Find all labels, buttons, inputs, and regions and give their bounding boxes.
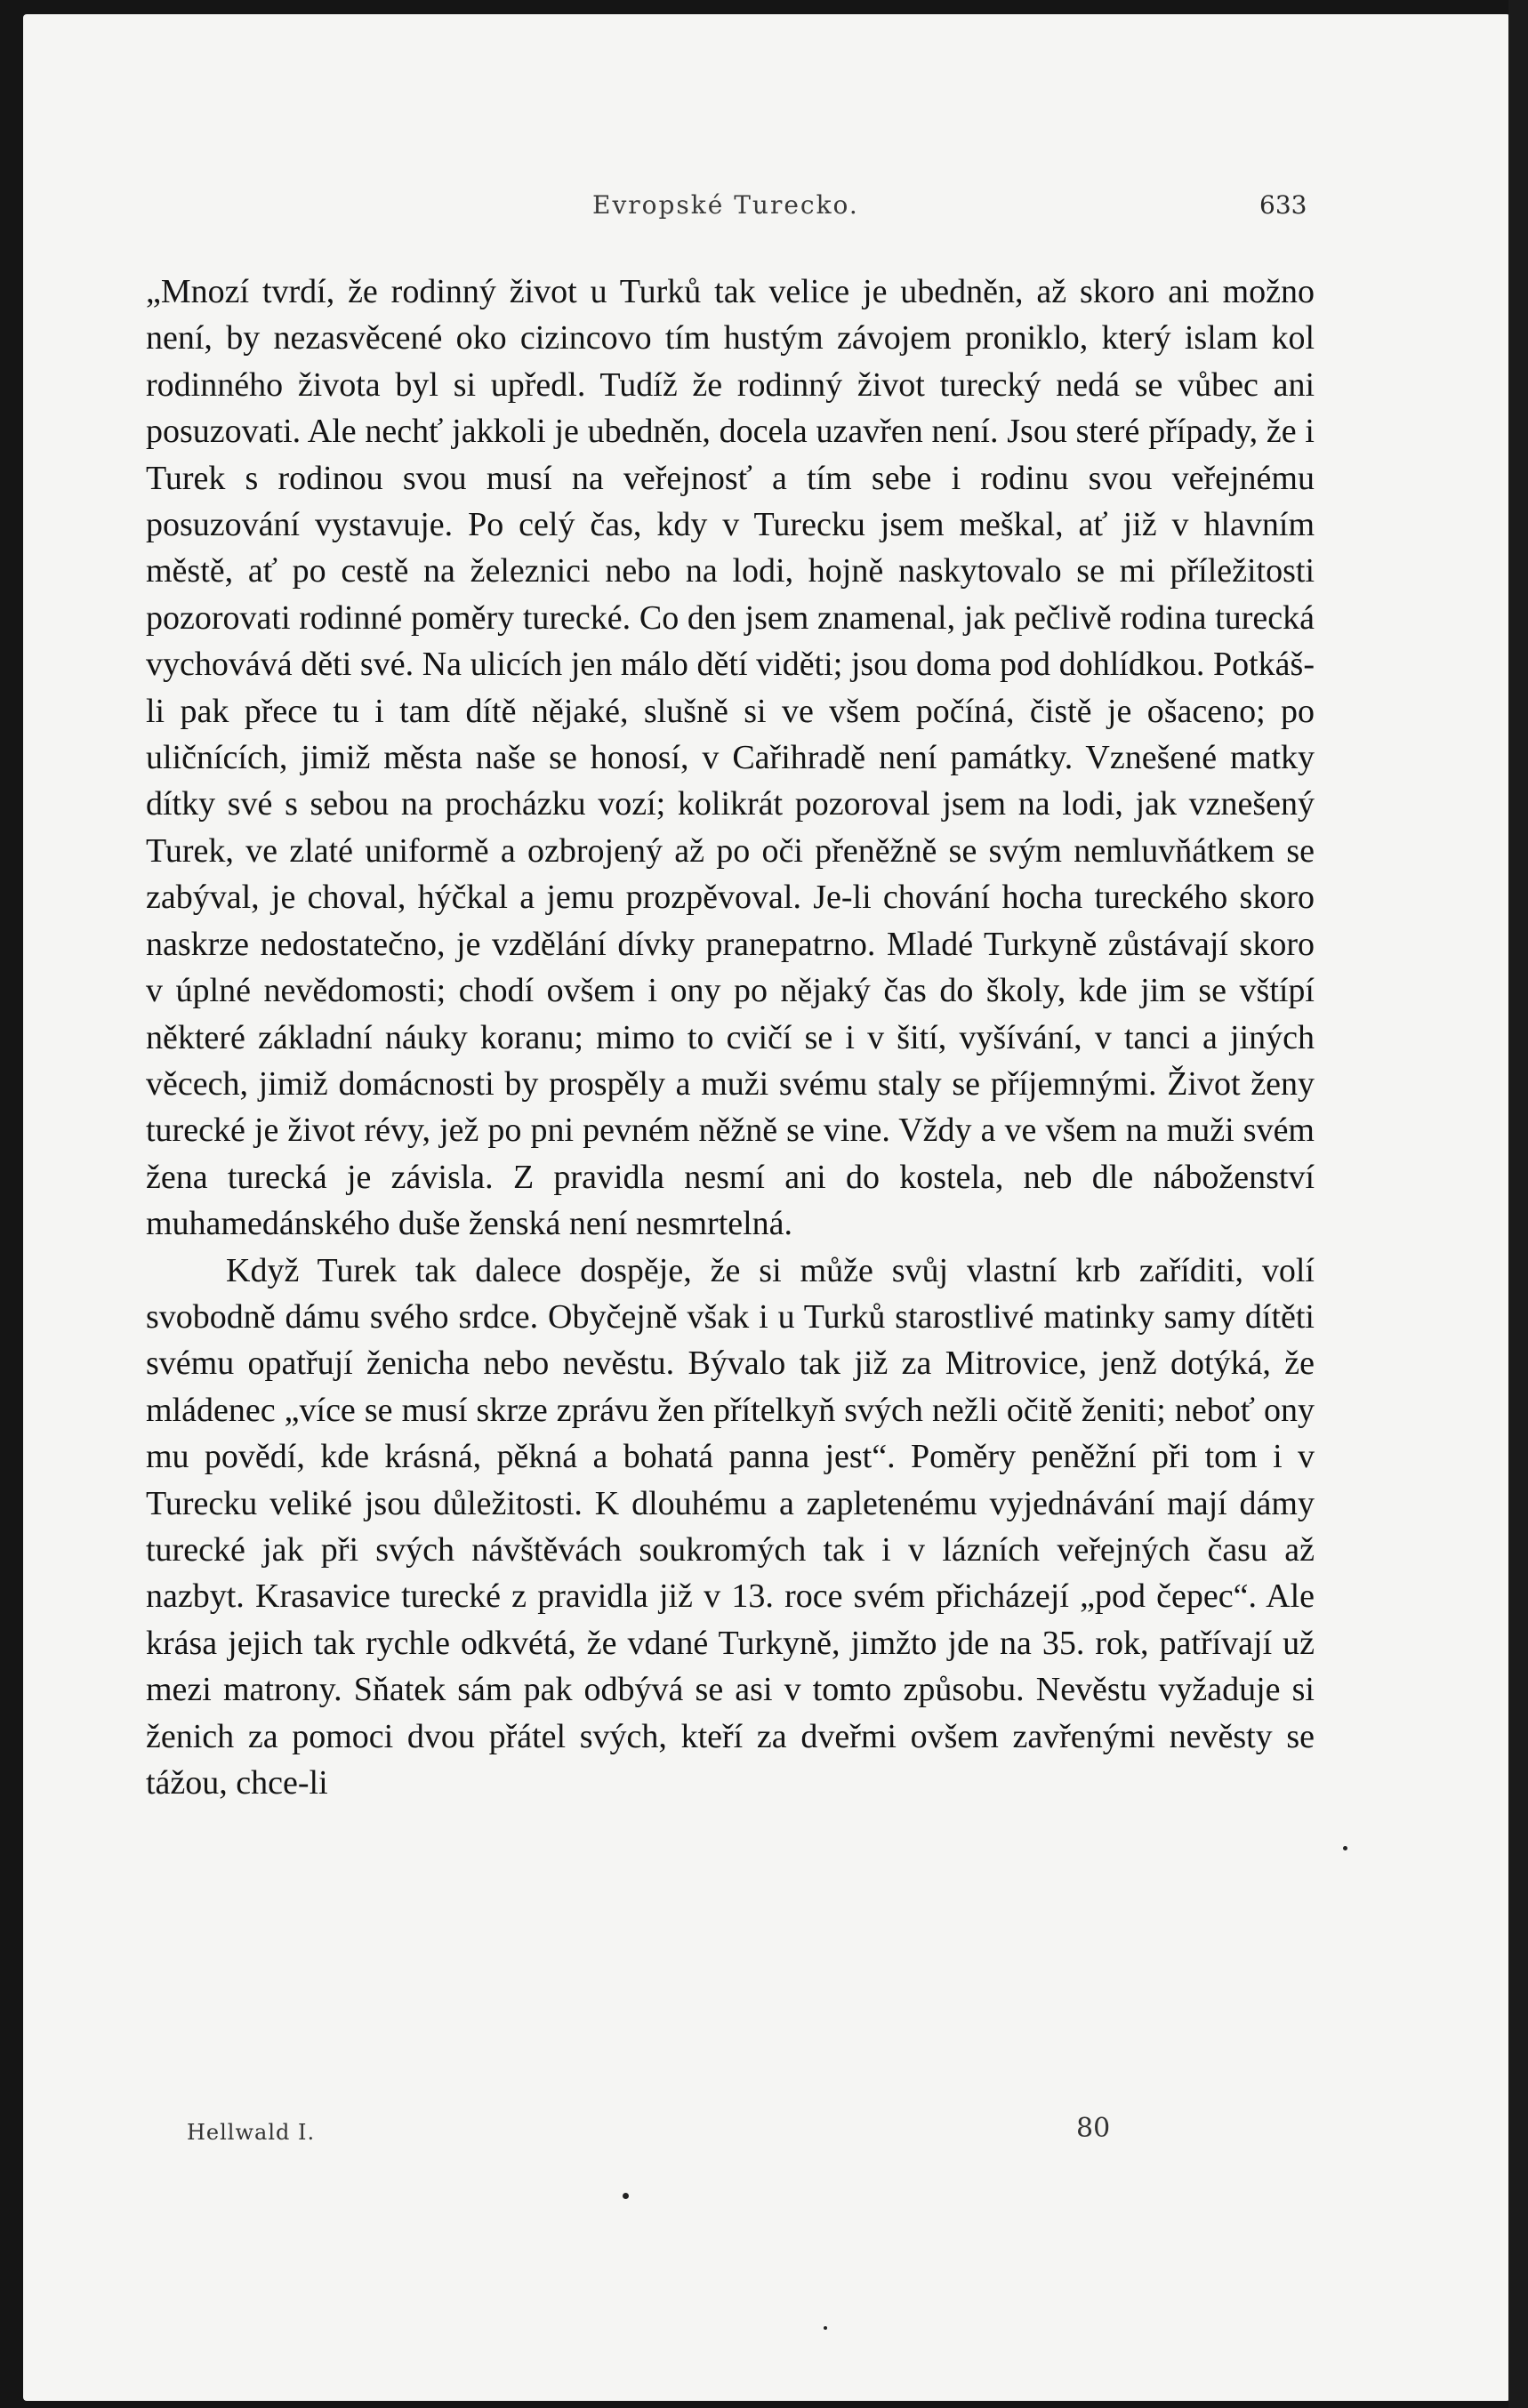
page-footer (23, 2113, 1510, 2147)
paragraph-2: Když Turek tak dalece dospěje, že si může svůj vlastní krb zaříditi, volí svobodně dámu svého srdce. Obyčejně však i u Turků starostlivé matinky samy dítěti svému opatřují ženicha nebo nevěstu. Bývalo tak již za Mitrovice, jenž dotýká, že mládenec „více se musí skrze zprávu žen přítelkyň svých nežli očitě ženiti; neboť ony mu povědí, kde krásná, pěkná a bohatá panna jest“. Poměry peněžní při tom i v Turecku veliké jsou důležitosti. K dlouhému a zapletenému vyjednávání mají dámy turecké jak při svých návštěvách soukromých tak i v lázních veřejných času až nazbyt. Krasavice turecké z pravidla již v 13. roce svém přicházejí „pod čepec“. Ale krása jejich tak rychle odkvétá, že vdané Turkyně, jimžto jde na 35. rok, patřívají už mezi matrony. Sňatek sám pak odbývá se asi v tomto způsobu. Nevěstu vyžaduje si ženich za pomoci dvou přátel svých, kteří za dveřmi ovšem zavřenými nevěsty se tážou, chce-li (146, 1251, 1315, 1802)
paragraph-1: „Mnozí tvrdí, že rodinný život u Turků tak velice je ubedněn, až skoro ani možno není, by nezasvěcené oko cizincovo tím hustým závojem proniklo, který islam kol rodinného života byl si upředl. Tudíž že rodinný život turecký nedá se vůbec ani posuzovati. Ale nechť jakkoli je ubedněn, docela uzavřen není. Jsou steré případy, že i Turek s rodinou svou musí na veřejnosť a tím sebe i rodinu svou veřejnému posuzování vystavuje. Po celý čas, kdy v Turecku jsem meškal, ať již v hlavním městě, ať po cestě na železnici nebo na lodi, hojně naskytovalo se mi příležitosti pozorovati rodinné poměry turecké. Co den jsem znamenal, jak pečlivě rodina turecká vychovává děti své. Na ulicích jen málo dětí viděti; jsou doma pod dohlídkou. Potkáš-li pak přece tu i tam dítě nějaké, slušně si ve všem počíná, čistě je ošaceno; po uličnících, jimiž města naše se honosí, v Cařihradě není památky. Vznešené matky dítky své s sebou na procházku vozí; kolikrát pozoroval jsem na lodi, jak vznešený Turek, ve zlaté uniformě a ozbrojený až po oči přeněžně se svým nemluvňátkem se zabýval, je choval, hýčkal a jemu prozpěvoval. Je-li chování hocha tureckého skoro naskrze nedostatečno, je vzdělání dívky pranepatrno. Mladé Turkyně zůstávají skoro v úplné nevědomosti; chodí ovšem i ony po nějaký čas do školy, kde jim se vštípí některé základní náuky koranu; mimo to cvičí se i v šití, vyšívání, v tanci a jiných věcech, jimiž domácnosti by prospěly a muži svému staly se příjemnými. Život ženy turecké je život révy, jež po pni pevném něžně se vine. Vždy a ve všem na muži svém žena turecká je závisla. Z pravidla nesmí ani do kostela, neb dle náboženství muhamedánského duše ženská není nesmrtelná. (146, 273, 1315, 1243)
running-title: Evropské Turecko. (592, 190, 859, 220)
body-text (146, 269, 1315, 1806)
sheet-number: 80 (1076, 2113, 1111, 2144)
ink-speck (824, 2326, 827, 2330)
printer-signature: Hellwald I. (187, 2120, 316, 2145)
page-number: 633 (1259, 190, 1307, 220)
page-header (23, 190, 1510, 220)
book-page (23, 14, 1510, 2401)
ink-speck (1343, 1846, 1347, 1850)
scan-edge (1508, 0, 1528, 2408)
ink-speck (623, 2193, 629, 2199)
